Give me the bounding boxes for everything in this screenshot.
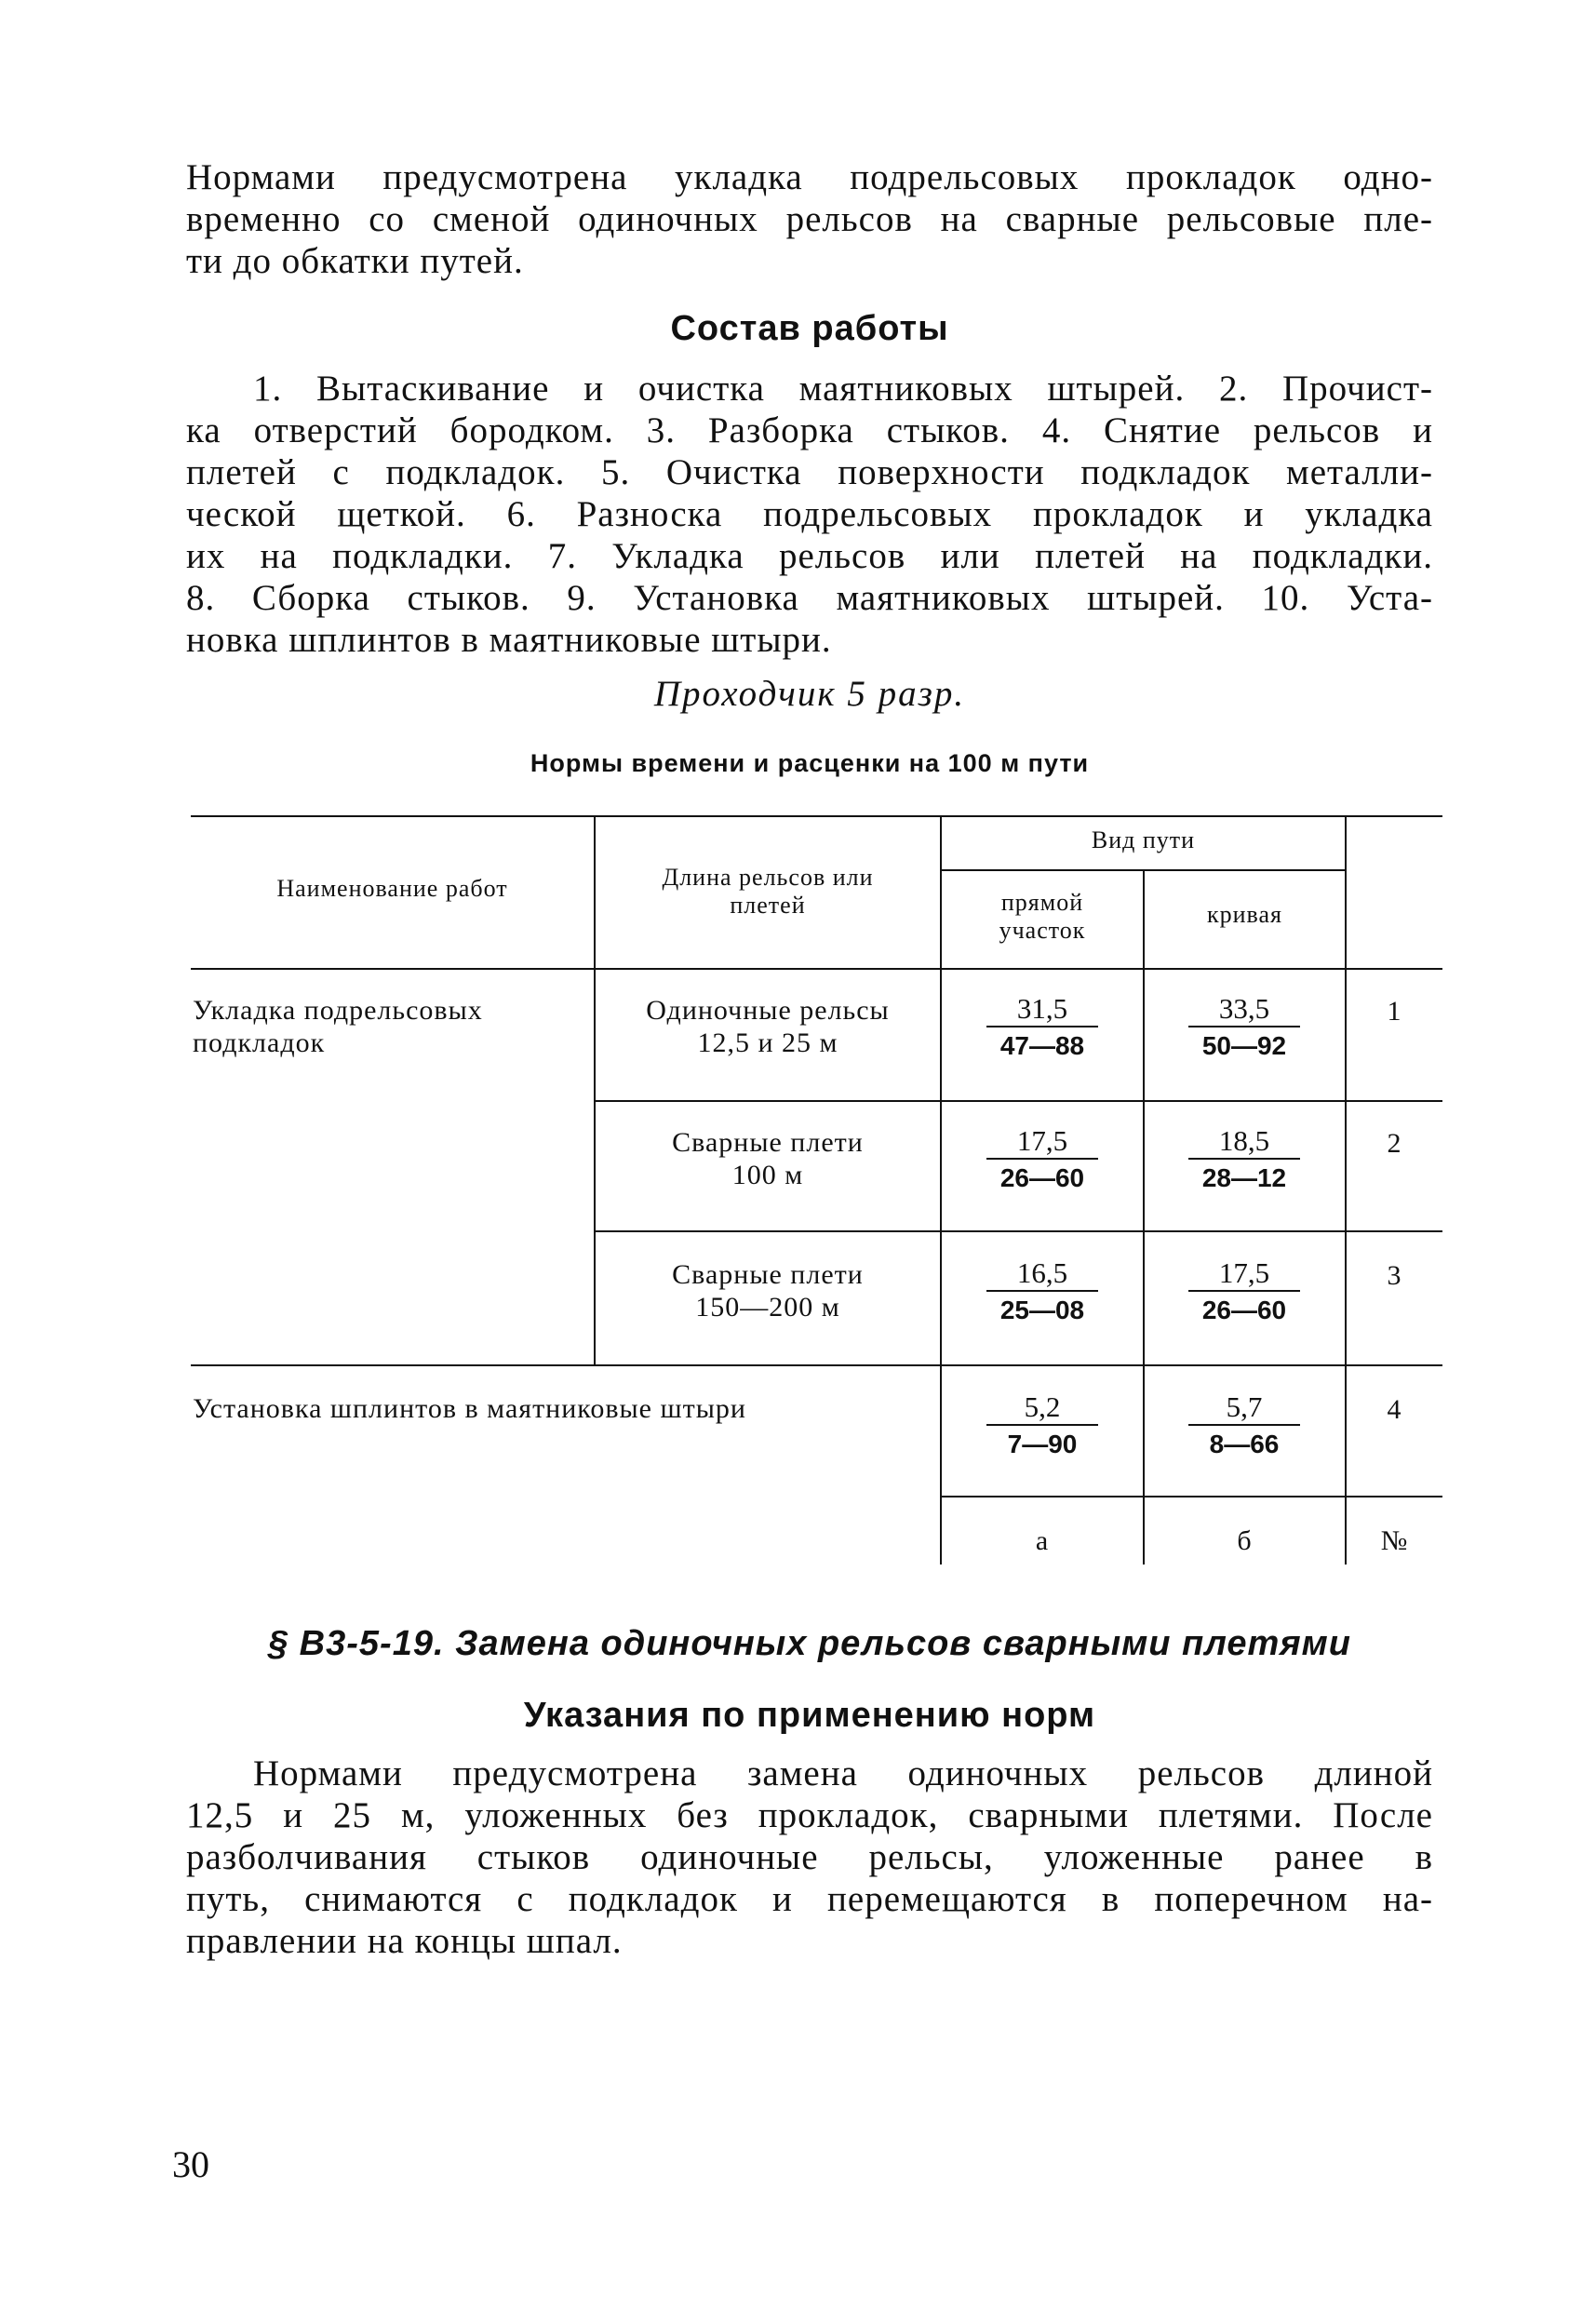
row2-straight-value [986,1124,1098,1197]
rate: 28—12 [1201,1163,1287,1192]
intro-line: временно со сменой одиночных рельсов на сварные рельсовые пле- [186,199,1433,239]
norm-time: 31,5 [986,992,1098,1027]
section2-title: § В3-5-19. Замена одиночных рельсов сварными плетями [267,1624,1352,1663]
section2-line: Нормами предусмотрена замена одиночных рельсов длиной [253,1753,1433,1793]
header-length [596,864,940,920]
row3-curve-value [1188,1256,1300,1329]
header-length-line: Длина рельсов или [662,864,874,891]
section2-paragraph [186,1753,1433,1962]
row1-number: 1 [1387,996,1402,1027]
header-track-type: Вид пути [1091,826,1196,853]
rate: 26—60 [999,1163,1085,1192]
row4-curve-value [1188,1390,1300,1463]
length-line: Сварные плети [672,1259,864,1290]
norm-time: 17,5 [1188,1256,1300,1292]
work-line: 1. Вытаскивание и очистка маятниковых штырей. 2. Прочист- [253,369,1433,409]
row4-straight-value [986,1390,1098,1463]
header-straight-line: участок [999,917,1086,944]
rate: 47—88 [999,1031,1085,1060]
section2-line: путь, снимаются с подкладок и перемещаются в поперечном на- [186,1879,1433,1919]
length-line: 12,5 и 25 м [697,1027,838,1058]
work-line: ка отверстий бородком. 3. Разборка стыков. 4. Снятие рельсов и [186,410,1433,450]
work1-name-line: Укладка подрельсовых [193,995,483,1026]
work1-name-line: подкладок [193,1027,326,1058]
section-heading: Состав работы [670,309,949,348]
intro-line: ти до обкатки путей. [186,241,524,281]
row1-curve-value [1188,992,1300,1065]
work-line: 8. Сборка стыков. 9. Установка маятниковых штырей. 10. Уста- [186,578,1433,618]
rate: 50—92 [1201,1031,1287,1060]
rate: 25—08 [999,1296,1085,1324]
norm-time: 5,2 [986,1390,1098,1426]
row1-straight-value [986,992,1098,1065]
norm-time: 5,7 [1188,1390,1300,1426]
row2-number: 2 [1387,1128,1402,1159]
row4-number: 4 [1387,1394,1402,1425]
section2-line: 12,5 и 25 м, уложенных без прокладок, сварными плетями. После [186,1795,1433,1835]
worker-qualification: Проходчик 5 разр. [653,674,966,714]
intro-line: Нормами предусмотрена укладка подрельсовых прокладок одно- [186,157,1433,197]
work-line: новка шплинтов в маятниковые штыри. [186,620,832,660]
section2-line: правлении на концы шпал. [186,1921,623,1961]
rate: 7—90 [1007,1430,1078,1458]
page-number: 30 [172,2143,209,2185]
length-line: 150—200 м [695,1292,840,1323]
length-line: 100 м [731,1160,804,1190]
norm-time: 17,5 [986,1124,1098,1160]
rate: 26—60 [1201,1296,1287,1324]
intro-paragraph [186,156,1433,282]
norm-time: 33,5 [1188,992,1300,1027]
footer-col-b: б [1237,1525,1253,1556]
norm-time: 18,5 [1188,1124,1300,1160]
table-caption: Нормы времени и расценки на 100 м пути [530,749,1090,777]
length-line: Одиночные рельсы [646,995,890,1026]
header-work-name: Наименование работ [276,875,508,902]
row3-length [596,1258,940,1323]
footer-col-a: а [1035,1525,1050,1556]
length-line: Сварные плети [672,1127,864,1158]
work1-name [193,994,583,1059]
row2-curve-value [1188,1124,1300,1197]
section2-line: разболчивания стыков одиночные рельсы, уложенные ранее в [186,1837,1433,1877]
work-composition-paragraph [186,368,1433,661]
footer-col-no: № [1380,1525,1409,1556]
row3-number: 3 [1387,1260,1402,1291]
row2-length [596,1126,940,1191]
work-line: ческой щеткой. 6. Разноска подрельсовых прокладок и укладка [186,494,1433,534]
work2-name: Установка шплинтов в маятниковые штыри [193,1393,746,1424]
header-straight-line: прямой [1000,889,1084,916]
row1-length [596,994,940,1059]
rate: 8—66 [1209,1430,1280,1458]
norm-time: 16,5 [986,1256,1098,1292]
row3-straight-value [986,1256,1098,1329]
header-straight [942,889,1143,945]
header-length-line: плетей [730,892,806,919]
work-line: плетей с подкладок. 5. Очистка поверхности подкладок металли- [186,452,1433,492]
work-line: их на подкладки. 7. Укладка рельсов или плетей на подкладки. [186,536,1433,576]
section2-subtitle: Указания по применению норм [523,1696,1096,1735]
header-curve: кривая [1207,901,1282,928]
